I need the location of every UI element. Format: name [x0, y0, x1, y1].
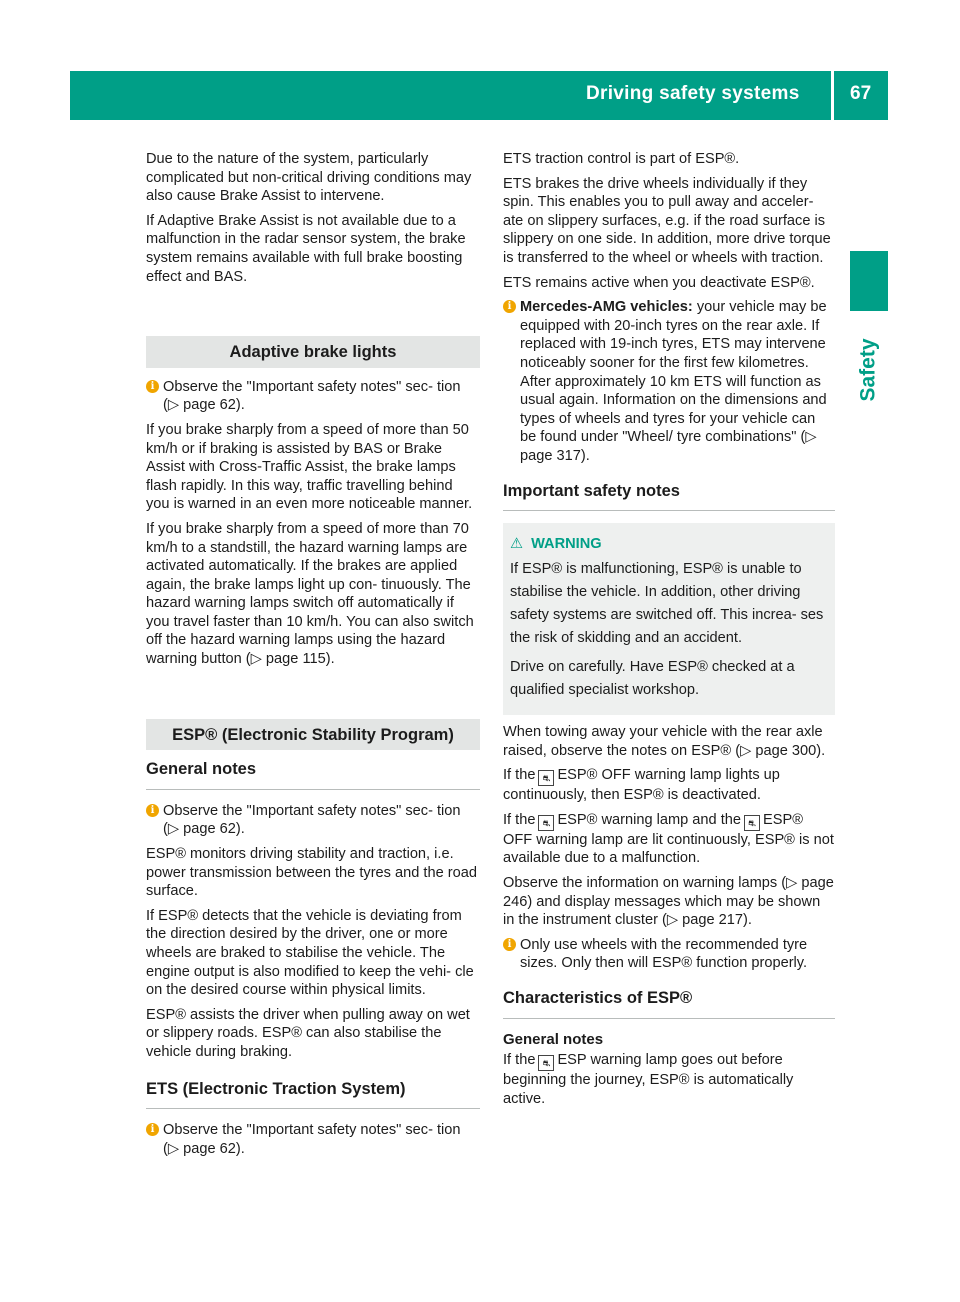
- info-text: your vehicle may be equipped with 20-inch tyres on the rear axle. If replaced with 19-inch tyres, ETS may intervene noticeably sooner for the first few kilometres. After approximately 10 km ETS will function as usual again. Information on the dimensions and types of wheels and tyres for your vehicle can be found under "Wheel/ tyre combinations" (▷ page 317).: [520, 299, 827, 464]
- info-text: Observe the "Important safety notes" sec- tion (▷ page 62).: [163, 1122, 461, 1157]
- info-note-amg: [503, 298, 835, 465]
- warning-box: [503, 523, 835, 715]
- section-label: Safety: [856, 338, 880, 402]
- minor-heading-general: General notes: [503, 1030, 604, 1048]
- paragraph: [503, 766, 835, 805]
- paragraph: If you brake sharply from a speed of more than 70 km/h to a standstill, the hazard warning lamps are activated automatically. If the brakes are applied again, the brake lamps light up con- tinuously. The hazard warning lamps switch off automatically if you travel faster than 10 km/h. You can also switch off the hazard warning lamps using the hazard warning button (▷ page 115).: [146, 520, 474, 668]
- section-heading-brake-lights: Adaptive brake lights: [146, 336, 480, 368]
- esp-lamp-icon: ⛐: [538, 815, 554, 831]
- info-icon: i: [146, 1123, 159, 1136]
- paragraph: When towing away your vehicle with the rear axle raised, observe the notes on ESP® (▷ page 300).: [503, 724, 826, 759]
- subsection-heading-ets: ETS (Electronic Traction System): [146, 1080, 480, 1110]
- esp-lamp-icon: ⛐: [538, 1055, 554, 1071]
- header-separator: [831, 71, 834, 120]
- paragraph: [503, 811, 835, 868]
- warning-text: If ESP® is malfunctioning, ESP® is unable to stabilise the vehicle. In addition, other driving safety systems are switched off. This increa- ses the risk of skidding and an accident.: [510, 561, 824, 647]
- text-fragment: If the: [503, 1052, 536, 1069]
- warning-triangle-icon: ⚠: [510, 536, 524, 553]
- text-fragment: ESP warning lamp goes out before beginning the journey, ESP® is automatically active.: [503, 1052, 794, 1107]
- paragraph: ESP® monitors driving stability and traction, i.e. power transmission between the tyres and the road surface.: [146, 846, 477, 900]
- left-column: [146, 150, 480, 1164]
- paragraph: ETS brakes the drive wheels individually if they spin. This enables you to pull away and acceler- ate on slippery surfaces, e.g. if the road surface is slippery on one side. In addition, more drive torque is transferred to the wheel or wheels with traction.: [503, 175, 831, 266]
- paragraph: Observe the information on warning lamps (▷ page 246) and display messages which may be shown in the instrument cluster (▷ page 217).: [503, 875, 834, 929]
- warning-text: Drive on carefully. Have ESP® checked at a qualified specialist workshop.: [510, 659, 795, 699]
- text-fragment: ESP® OFF warning lamp lights up continuously, then ESP® is deactivated.: [503, 767, 780, 804]
- page-header: [70, 71, 888, 120]
- info-icon: i: [503, 300, 516, 313]
- section-tab: [850, 251, 888, 311]
- subsection-heading-safety: Important safety notes: [503, 482, 835, 512]
- esp-off-lamp-icon: ⛐: [744, 815, 760, 831]
- info-note-wheels: [503, 936, 835, 973]
- paragraph: ETS remains active when you deactivate ESP®.: [503, 274, 815, 291]
- info-icon: i: [146, 380, 159, 393]
- warning-heading: [510, 533, 828, 556]
- info-icon: i: [146, 804, 159, 817]
- info-note: [146, 378, 480, 415]
- info-note: [146, 802, 480, 839]
- text-fragment: If the: [503, 767, 536, 784]
- text-fragment: ESP® OFF warning lamp are lit continuously, ESP® is not available due to a malfunction.: [503, 811, 834, 867]
- info-bold: Mercedes-AMG vehicles:: [520, 299, 693, 316]
- info-note: [146, 1121, 480, 1158]
- subsection-heading-characteristics: Characteristics of ESP®: [503, 989, 835, 1019]
- info-icon: i: [503, 938, 516, 951]
- paragraph: If you brake sharply from a speed of more than 50 km/h or if braking is assisted by BAS or Brake Assist with Cross-Traffic Assist, the brake lamps flash rapidly. In this way, traffic travelling behind you is warned in an even more noticeable manner.: [146, 421, 473, 513]
- paragraph: [503, 1051, 835, 1108]
- right-column: [503, 150, 835, 1114]
- info-text: Only use wheels with the recommended tyre sizes. Only then will ESP® function properly.: [520, 936, 808, 972]
- text-fragment: ESP® warning lamp and the: [557, 811, 742, 828]
- paragraph: If ESP® detects that the vehicle is deviating from the direction desired by the driver, one or more wheels are braked to stabilise the vehicle. The engine output is also modified to keep the vehi- cle on the desired course within physical limits.: [146, 907, 474, 999]
- info-text: Observe the "Important safety notes" sec- tion (▷ page 62).: [163, 802, 461, 838]
- header-title: Driving safety systems: [586, 83, 800, 104]
- paragraph: If Adaptive Brake Assist is not available due to a malfunction in the radar sensor system, the brake system remains available with full brake boosting effect and BAS.: [146, 212, 466, 285]
- subsection-heading-general: General notes: [146, 760, 480, 790]
- paragraph: Due to the nature of the system, particularly complicated but non-critical driving conditions may also cause Brake Assist to intervene.: [146, 151, 472, 205]
- page-number: 67: [850, 83, 872, 104]
- paragraph: ESP® assists the driver when pulling away on wet or slippery roads. ESP® can also stabilise the vehicle during braking.: [146, 1006, 470, 1060]
- info-text: Observe the "Important safety notes" sec- tion (▷ page 62).: [163, 378, 461, 414]
- esp-off-lamp-icon: ⛐: [538, 770, 554, 786]
- text-fragment: If the: [503, 811, 536, 828]
- warning-title: WARNING: [531, 536, 602, 553]
- section-heading-esp: ESP® (Electronic Stability Program): [146, 719, 480, 751]
- paragraph: ETS traction control is part of ESP®.: [503, 151, 740, 167]
